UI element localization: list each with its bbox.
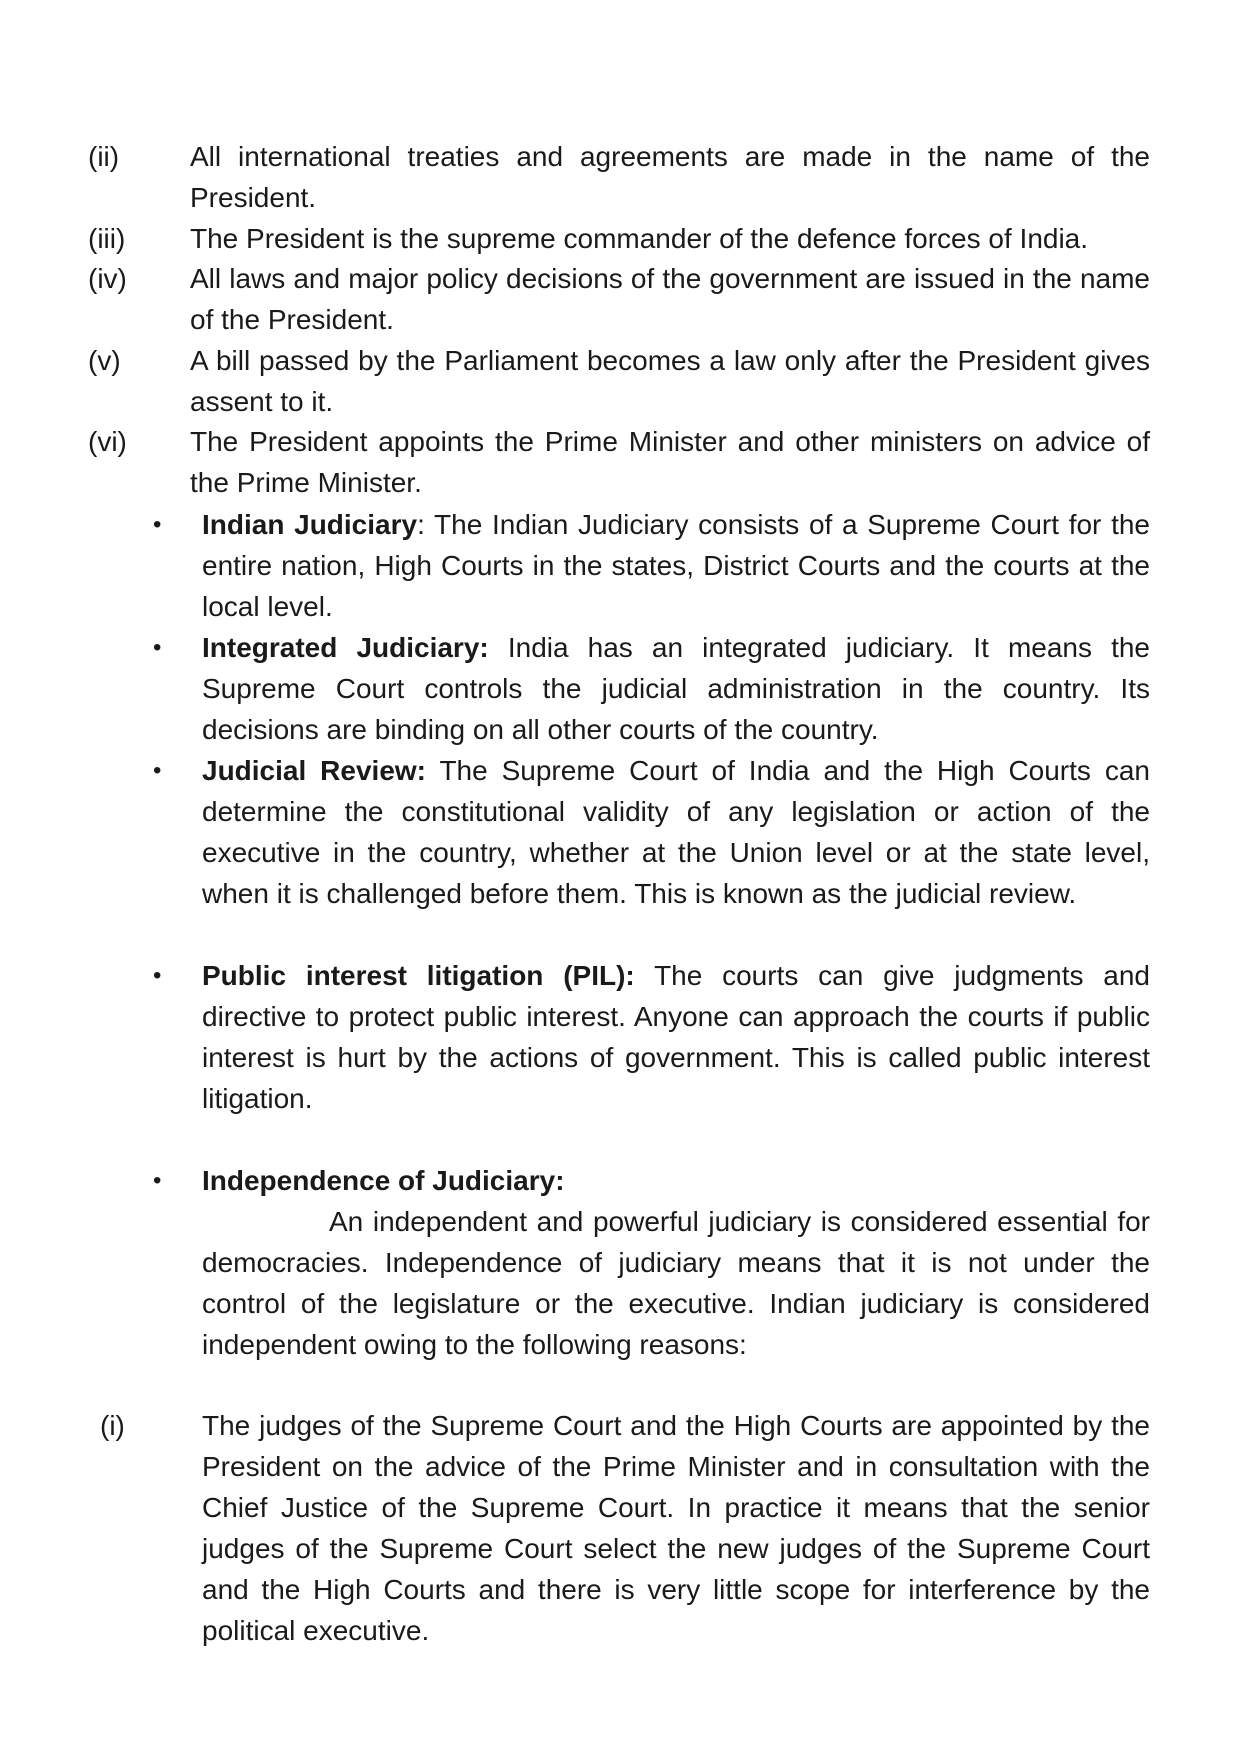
- item-number: (i): [100, 1410, 125, 1441]
- item-text: A bill passed by the Parliament becomes a law only after the President gives assent to it.: [190, 345, 1150, 417]
- item-number: (iii): [88, 223, 126, 254]
- bullet-term: Independence of Judiciary:: [202, 1165, 565, 1196]
- item-text: The President appoints the Prime Minister and other ministers on advice of the Prime Minister.: [190, 426, 1150, 498]
- bullet-body: India has an integrated judiciary. It means the Supreme Court controls the judicial administration in the country. Its decisions are binding on all other courts of the country.: [202, 632, 1151, 745]
- bullet-text: [202, 627, 1150, 750]
- item-text: All laws and major policy decisions of the government are issued in the name of the President.: [190, 263, 1150, 335]
- bullet-text: [202, 750, 1150, 914]
- item-number: (vi): [88, 426, 127, 457]
- bullet-icon: •: [153, 511, 162, 538]
- item-text: The judges of the Supreme Court and the High Courts are appointed by the President on the advice of the Prime Minister and in consultation with the Chief Justice of the Supreme Court. In practice it means that the senior judges of the Supreme Court select the new judges of the Supreme Court and the High Courts and there is very little scope for interference by the political executive.: [202, 1410, 1150, 1646]
- bullet-term: Integrated Judiciary:: [202, 632, 489, 663]
- bullet-term: Judicial Review:: [202, 755, 427, 786]
- bullet-text: [202, 1160, 1150, 1365]
- independence-paragraph: An independent and powerful judiciary is considered essential for democracies. Independence of judiciary means that it is not under the control of the legislature or the executive. Indian judiciary is considered independent owing to the following reasons:: [202, 1206, 1150, 1360]
- bullet-body: The courts can give judgments and directive to protect public interest. Anyone can approach the courts if public interest is hurt by the actions of government. This is called public interest litigation.: [202, 960, 1150, 1114]
- bullet-text: [202, 504, 1150, 627]
- bullet-body: The Indian Judiciary consists of a Supreme Court for the entire nation, High Courts in the states, District Courts and the courts at the local level.: [202, 509, 1150, 622]
- item-text: All international treaties and agreements are made in the name of the President.: [190, 141, 1150, 213]
- item-text: The President is the supreme commander of the defence forces of India.: [190, 223, 1089, 254]
- separator: :: [417, 509, 435, 540]
- bullet-icon: •: [153, 1167, 162, 1194]
- separator: [426, 755, 439, 786]
- bullet-text: [202, 955, 1150, 1119]
- bullet-term: Public interest litigation (PIL):: [202, 960, 635, 991]
- bullet-term: Indian Judiciary: [202, 509, 418, 540]
- separator: [489, 632, 508, 663]
- bullet-icon: •: [153, 634, 162, 661]
- separator: [635, 960, 654, 991]
- bullet-body: The Supreme Court of India and the High Courts can determine the constitutional validity of any legislation or action of the executive in the country, whether at the Union level or at the state level, when it is challenged before them. This is known as the judicial review.: [202, 755, 1150, 909]
- item-number: (v): [88, 345, 121, 376]
- item-number: (iv): [88, 263, 127, 294]
- bullet-icon: •: [153, 962, 162, 989]
- bullet-icon: •: [153, 757, 162, 784]
- item-number: (ii): [88, 141, 120, 172]
